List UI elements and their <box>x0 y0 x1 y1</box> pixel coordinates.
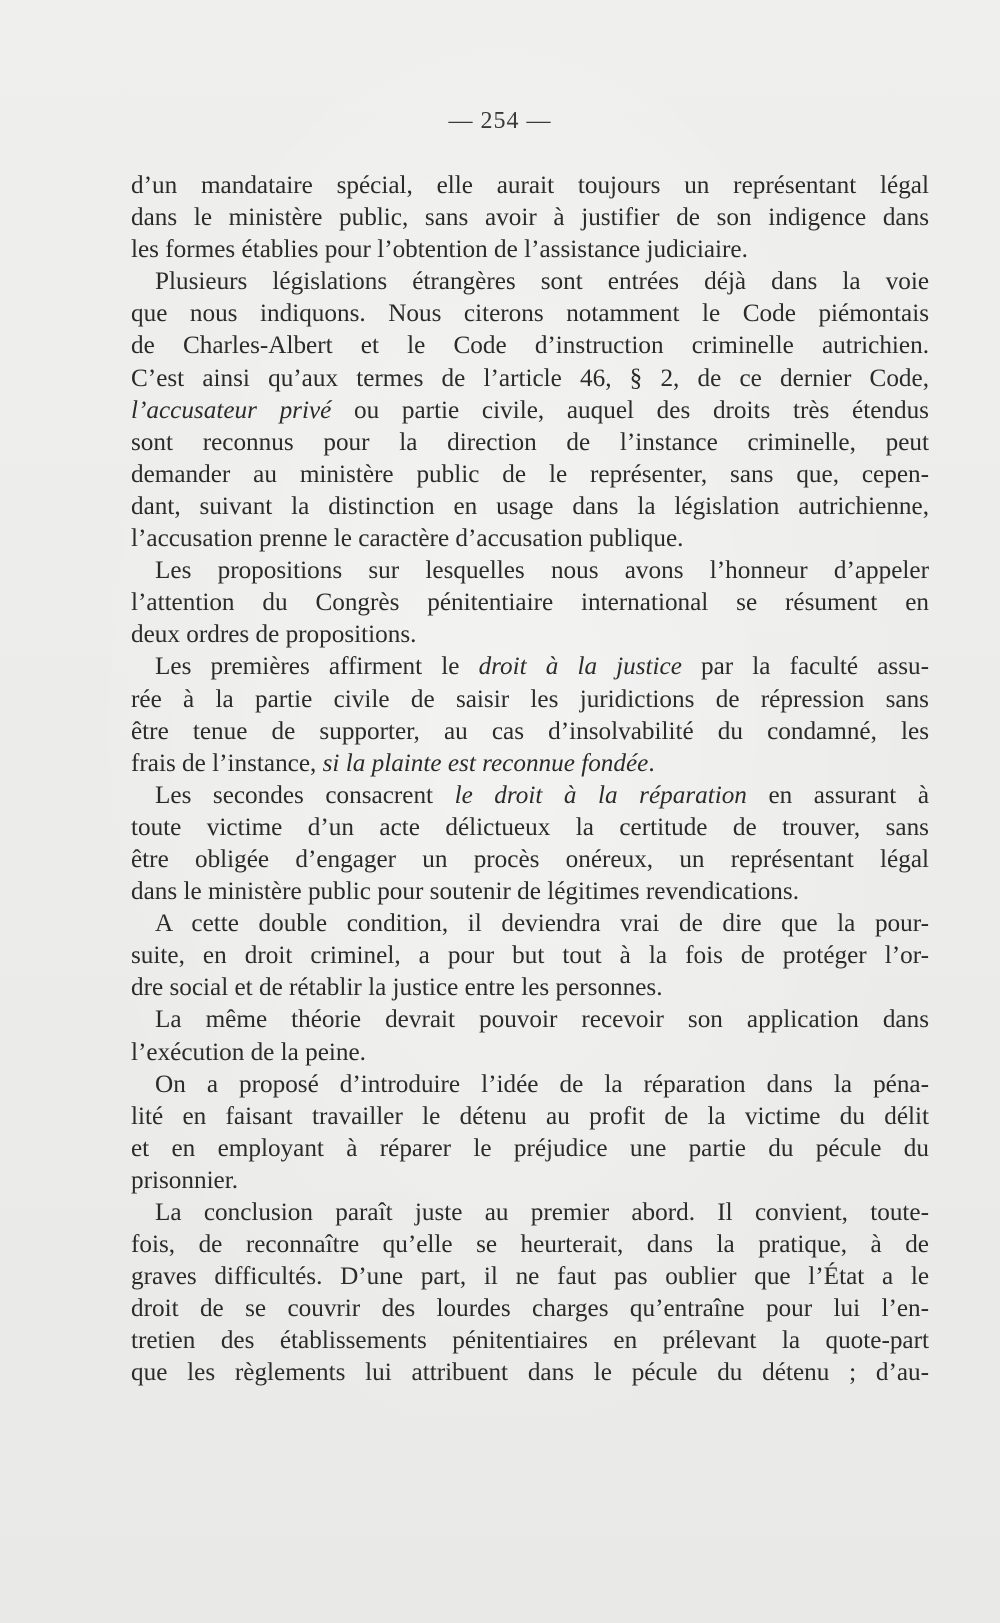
text-line: fois, de reconnaître qu’elle se heurterait, dans la pratique, à de <box>131 1231 929 1259</box>
text-line: demander au ministère public de le représenter, sans que, cepen- <box>131 460 929 488</box>
line-pre: frais de l’instance, <box>131 749 323 777</box>
page-number: — 254 — <box>448 108 552 134</box>
text-line: rée à la partie civile de saisir les juridictions de répression sans <box>131 685 929 713</box>
text-line <box>131 651 929 683</box>
text-line: droit de se couvrir des lourdes charges qu’entraîne pour lui l’en- <box>131 1295 929 1323</box>
text-line: A cette double condition, il deviendra vrai de dire que la pour- <box>155 910 929 938</box>
italic-phrase: si la plainte est reconnue fondée <box>322 749 649 777</box>
text-line: l’exécution de la peine. <box>131 1038 366 1066</box>
text-line: de Charles-Albert et le Code d’instruction criminelle autrichien. <box>131 332 929 360</box>
line-post: . <box>648 749 655 777</box>
text-line <box>131 780 929 812</box>
text-line <box>131 748 929 780</box>
text-line <box>131 395 929 427</box>
italic-phrase: le droit à la réparation <box>454 781 747 809</box>
italic-phrase: droit à la justice <box>478 653 682 681</box>
text-line: dre social et de rétablir la justice entre les personnes. <box>131 974 663 1002</box>
text-line: graves difficultés. D’une part, il ne faut pas oublier que l’État a le <box>131 1263 929 1291</box>
text-line: tretien des établissements pénitentiaires en prélevant la quote-part <box>131 1327 929 1355</box>
line-post: par la faculté assu- <box>681 653 929 681</box>
text-line: dans le ministère public pour soutenir de légitimes revendications. <box>131 878 799 906</box>
line-pre: Les premières affirment le <box>155 653 479 681</box>
text-line: être obligée d’engager un procès onéreux, un représentant légal <box>131 845 929 873</box>
text-line: les formes établies pour l’obtention de l’assistance judiciaire. <box>131 236 748 264</box>
text-line: lité en faisant travailler le détenu au profit de la victime du délit <box>131 1102 929 1130</box>
text-line: d’un mandataire spécial, elle aurait toujours un représentant légal <box>131 172 929 199</box>
italic-phrase: l’accusateur privé <box>131 396 332 424</box>
body-text <box>131 170 929 1390</box>
text-line: dant, suivant la distinction en usage dans la législation autrichienne, <box>131 492 929 520</box>
line-post: en assurant à <box>746 781 929 809</box>
text-line: prisonnier. <box>131 1166 239 1194</box>
text-line: La conclusion paraît juste au premier abord. Il convient, toute- <box>155 1199 929 1226</box>
text-line: que les règlements lui attribuent dans le pécule du détenu ; d’au- <box>131 1359 929 1387</box>
line-pre: Les secondes consacrent <box>155 781 455 809</box>
text-line: toute victime d’un acte délictueux la certitude de trouver, sans <box>131 813 929 841</box>
text-line: dans le ministère public, sans avoir à justifier de son indigence dans <box>131 204 929 232</box>
text-line: suite, en droit criminel, a pour but tout à la fois de protéger l’or- <box>131 942 929 970</box>
text-line: être tenue de supporter, au cas d’insolvabilité du condamné, les <box>131 717 929 745</box>
text-line: sont reconnus pour la direction de l’instance criminelle, peut <box>131 428 929 456</box>
text-line: Les propositions sur lesquelles nous avons l’honneur d’appeler <box>155 557 929 585</box>
text-line: que nous indiquons. Nous citerons notamment le Code piémontais <box>131 300 929 328</box>
text-line: C’est ainsi qu’aux termes de l’article 46, § 2, de ce dernier Code, <box>131 364 929 392</box>
text-line: l’accusation prenne le caractère d’accusation publique. <box>131 525 684 553</box>
text-line: deux ordres de propositions. <box>131 621 417 649</box>
text-line: et en employant à réparer le préjudice une partie du pécule du <box>131 1134 929 1162</box>
text-line: l’attention du Congrès pénitentiaire international se résument en <box>131 589 929 617</box>
text-line: Plusieurs législations étrangères sont entrées déjà dans la voie <box>155 268 929 296</box>
line-post: ou partie civile, auquel des droits très étendus <box>331 396 929 424</box>
text-line: On a proposé d’introduire l’idée de la réparation dans la péna- <box>155 1070 929 1098</box>
text-line: La même théorie devrait pouvoir recevoir son application dans <box>155 1006 929 1034</box>
